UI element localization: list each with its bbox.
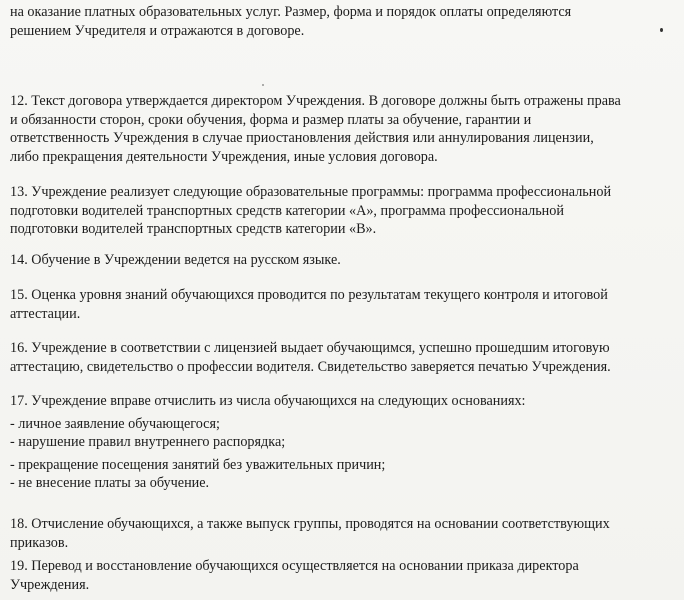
paragraph-18 bbox=[10, 515, 678, 552]
text-line: и обязанности сторон, сроки обучения, форма и размер платы за обучение, гарантии и bbox=[10, 111, 532, 128]
text-line: приказов. bbox=[10, 534, 69, 551]
text-line: 14. Обучение в Учреждении ведется на русском языке. bbox=[10, 252, 341, 268]
paragraph-intro bbox=[10, 3, 678, 40]
paragraph-13 bbox=[10, 183, 678, 239]
scan-speck bbox=[660, 28, 663, 32]
text-line: 18. Отчисление обучающихся, а также выпуск группы, проводятся на основании соответствующих bbox=[10, 516, 610, 532]
paragraph-16 bbox=[10, 339, 678, 376]
text-line: подготовки водителей транспортных средств категории «В». bbox=[10, 221, 377, 237]
text-line: 12. Текст договора утверждается директором Учреждения. В договоре должны быть отражены права bbox=[10, 93, 621, 109]
list-item: - нарушение правил внутреннего распорядка; bbox=[10, 434, 286, 450]
text-line: 15. Оценка уровня знаний обучающихся проводится по результатам текущего контроля и итоговой bbox=[10, 287, 608, 303]
text-line: 13. Учреждение реализует следующие образовательные программы: программа профессиональной bbox=[10, 184, 612, 200]
text-line: 19. Перевод и восстановление обучающихся осуществляется на основании приказа директора bbox=[10, 558, 579, 574]
list-item: - прекращение посещения занятий без уважительных причин; bbox=[10, 456, 386, 473]
scan-speck bbox=[262, 84, 264, 86]
paragraph-15 bbox=[10, 286, 678, 323]
text-line: решением Учредителя и отражаются в договоре. bbox=[10, 22, 305, 39]
text-line: аттестацию, свидетельство о профессии водителя. Свидетельство заверяется печатью Учреждения. bbox=[10, 358, 611, 375]
text-line: либо прекращения деятельности Учреждения, иные условия договора. bbox=[10, 148, 438, 165]
paragraph-17 bbox=[10, 392, 678, 493]
text-line: 16. Учреждение в соответствии с лицензией выдает обучающимся, успешно прошедшим итоговую bbox=[10, 340, 610, 356]
paragraph-12 bbox=[10, 92, 678, 166]
text-line: ответственность Учреждения в случае приостановления действия или аннулирования лицензии, bbox=[10, 130, 594, 146]
list-item: - не внесение платы за обучение. bbox=[10, 475, 210, 491]
paragraph-19 bbox=[10, 557, 678, 594]
text-line: подготовки водителей транспортных средств категории «А», программа профессиональной bbox=[10, 202, 564, 219]
text-line: Учреждения. bbox=[10, 576, 90, 593]
text-line: на оказание платных образовательных услуг. Размер, форма и порядок оплаты определяются bbox=[10, 4, 572, 20]
paragraph-14 bbox=[10, 251, 678, 270]
text-line: 17. Учреждение вправе отчислить из числа обучающихся на следующих основаниях: bbox=[10, 393, 526, 409]
list-item: - личное заявление обучающегося; bbox=[10, 415, 220, 432]
text-line: аттестации. bbox=[10, 305, 81, 322]
